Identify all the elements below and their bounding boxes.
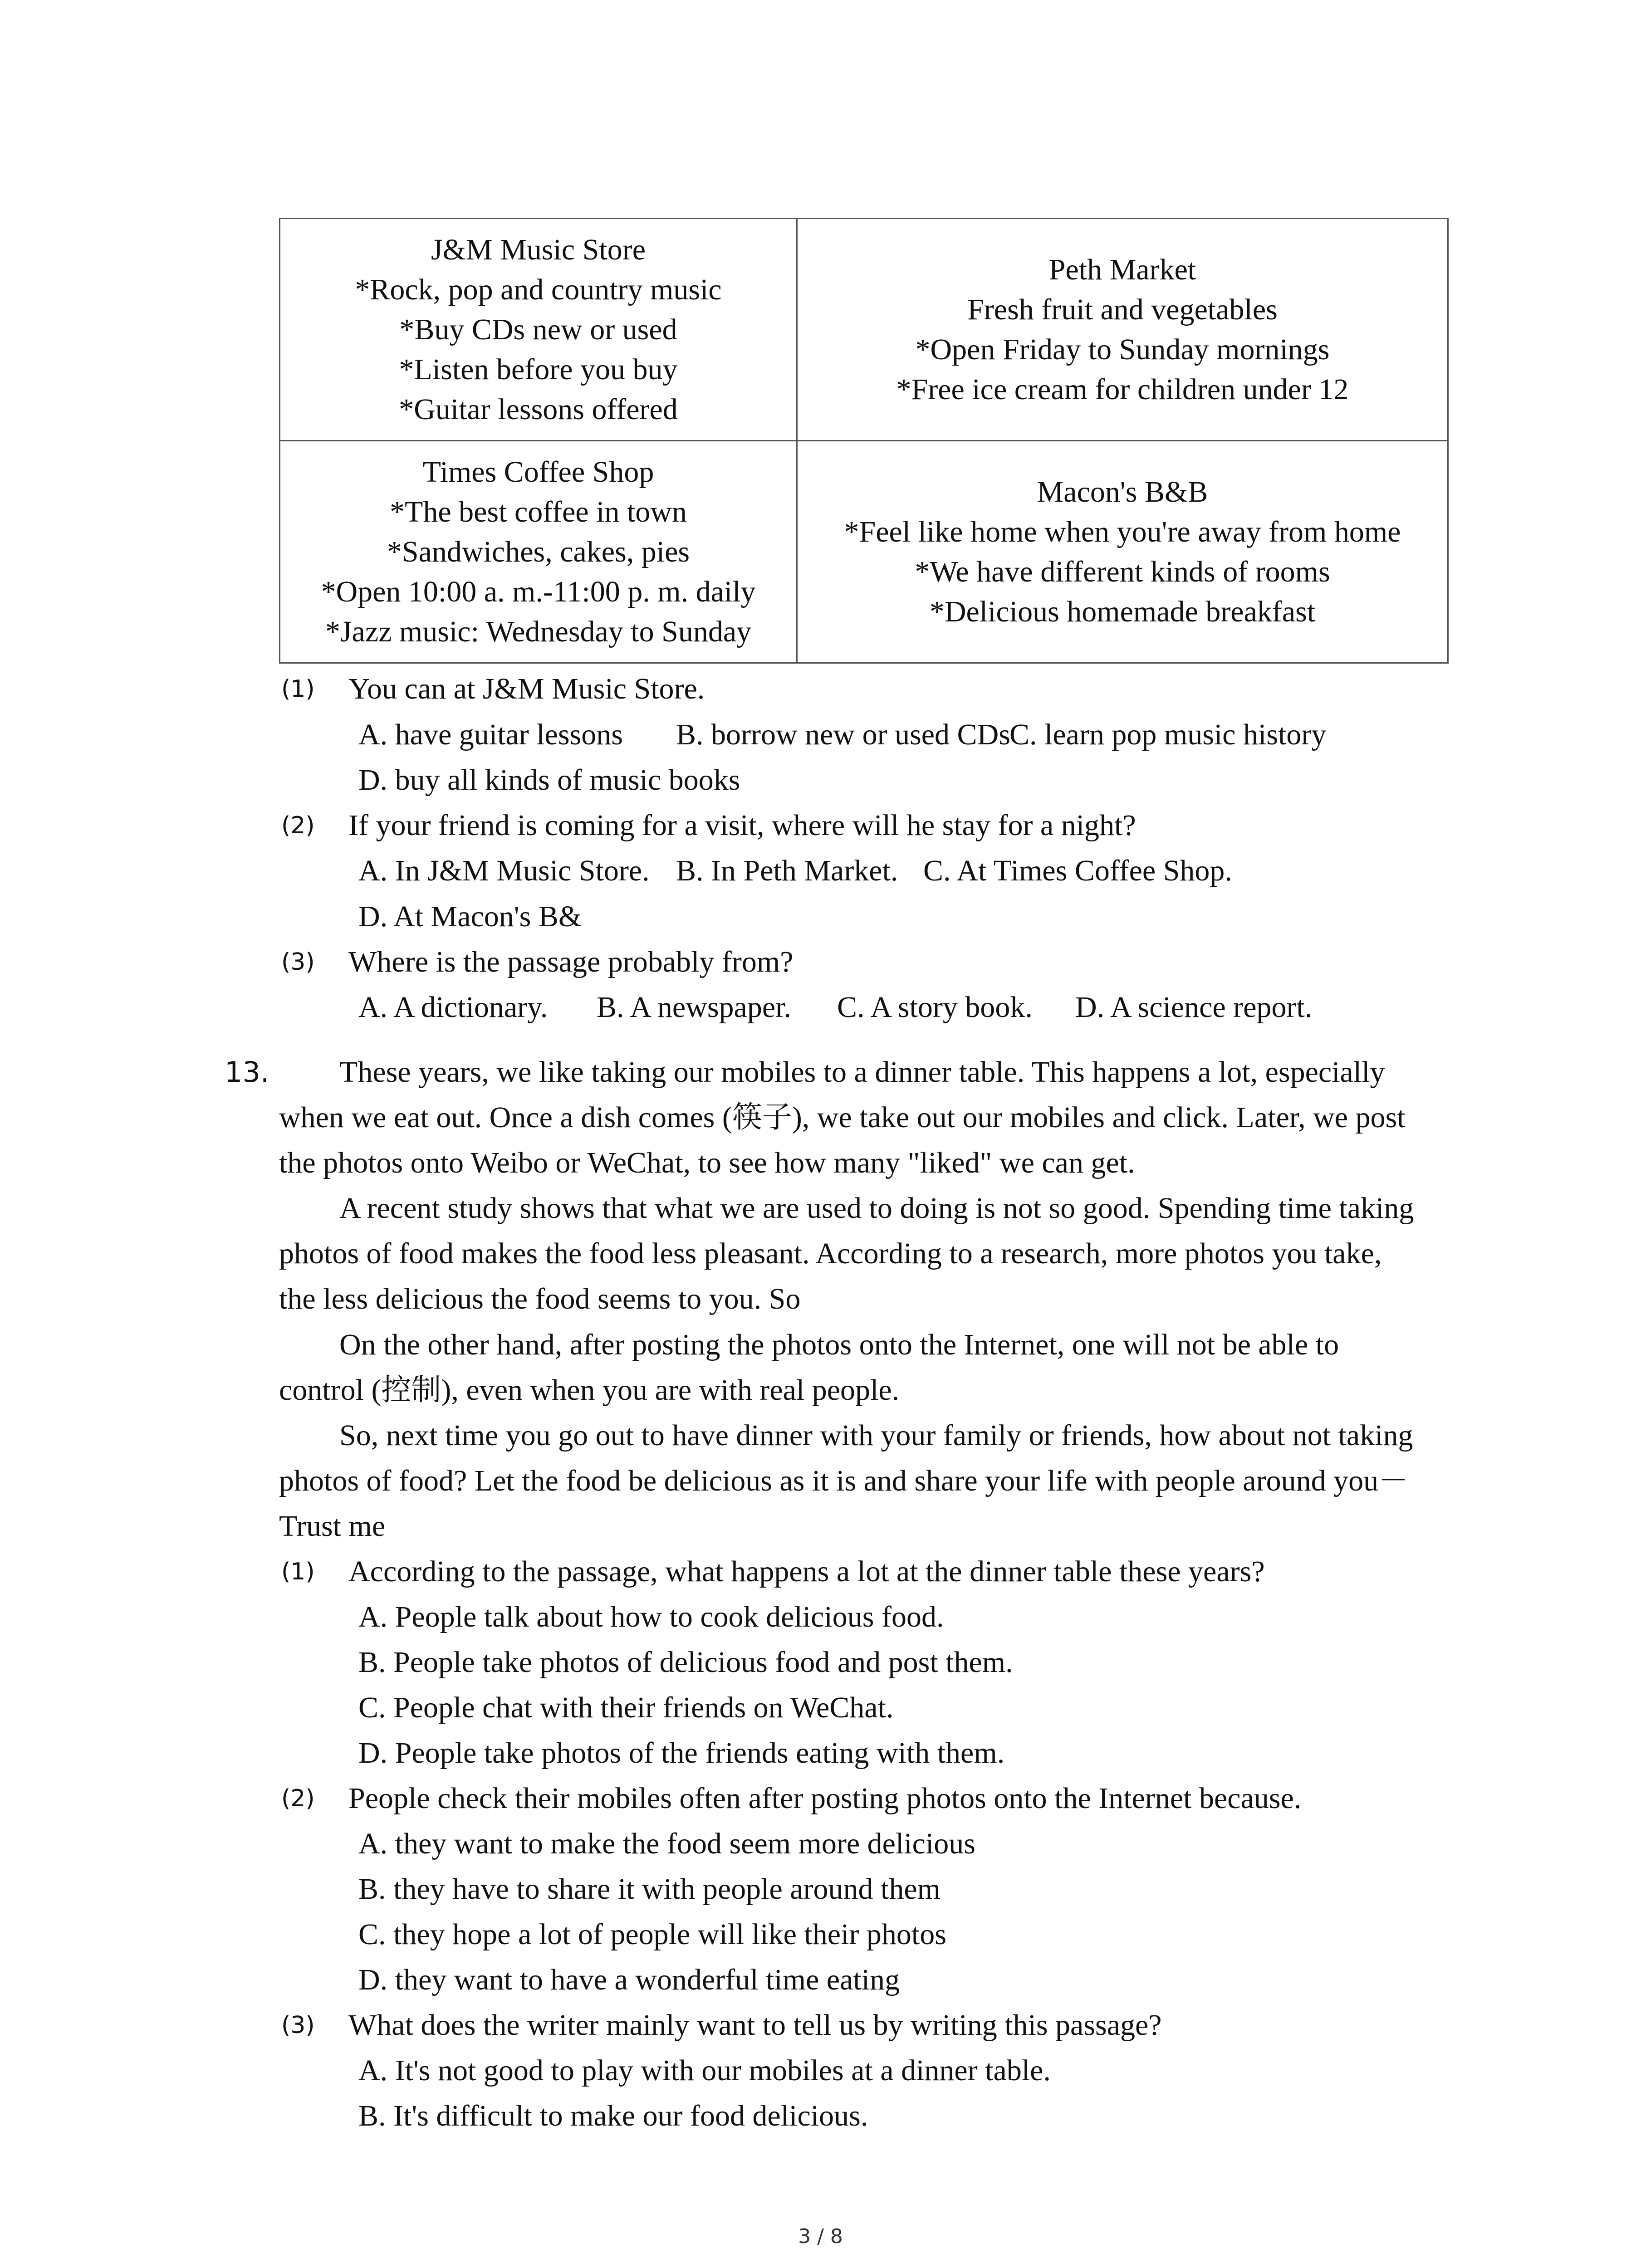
passage-line: control (控制), even when you are with real people. xyxy=(279,1374,900,1407)
option[interactable]: A. they want to make the food seem more delicious xyxy=(358,1827,975,1860)
option[interactable]: D. they want to have a wonderful time eating xyxy=(358,1963,900,1996)
passage-line: Trust me xyxy=(279,1510,386,1543)
ad-table xyxy=(279,218,1449,664)
question-number: (1) xyxy=(281,1558,315,1585)
question-number: (3) xyxy=(281,948,315,976)
option[interactable]: C. People chat with their friends on WeChat. xyxy=(358,1691,894,1724)
ad-title: Peth Market xyxy=(1048,253,1196,286)
question-number-13: 13. xyxy=(225,1056,269,1089)
option[interactable]: A. A dictionary. xyxy=(358,991,548,1024)
ad-line: *Jazz music: Wednesday to Sunday xyxy=(325,615,752,648)
ad-line: *Open 10:00 a. m.-11:00 p. m. daily xyxy=(321,575,756,608)
option[interactable]: B. It's difficult to make our food delicious. xyxy=(358,2099,868,2132)
ad-line: *Free ice cream for children under 12 xyxy=(896,372,1349,406)
passage-line: photos of food makes the food less pleasant. According to a research, more photos you take, xyxy=(279,1237,1382,1270)
option[interactable]: A. In J&M Music Store. xyxy=(358,854,650,887)
option[interactable]: D. buy all kinds of music books xyxy=(358,763,740,797)
ad-line: *Feel like home when you're away from home xyxy=(844,515,1401,548)
ad-line: *Open Friday to Sunday mornings xyxy=(915,332,1330,366)
option[interactable]: C. At Times Coffee Shop. xyxy=(923,854,1232,887)
option[interactable]: B. they have to share it with people around them xyxy=(358,1872,941,1906)
ad-times-coffee-shop xyxy=(280,441,797,663)
question-number: (1) xyxy=(281,675,315,703)
option[interactable]: C. A story book. xyxy=(837,991,1033,1024)
option[interactable]: B. A newspaper. xyxy=(597,991,791,1024)
question-stem: Where is the passage probably from? xyxy=(348,945,794,978)
option[interactable]: D. At Macon's B& xyxy=(358,900,582,933)
option[interactable]: C. learn pop music history xyxy=(1009,718,1327,751)
passage-line: photos of food? Let the food be delicious as it is and share your life with people around you－ xyxy=(279,1464,1409,1497)
question-number: (2) xyxy=(281,1785,315,1812)
option[interactable]: D. People take photos of the friends eating with them. xyxy=(358,1736,1005,1769)
ad-macons-bnb xyxy=(797,441,1448,663)
question-stem: According to the passage, what happens a lot at the dinner table these years? xyxy=(348,1555,1265,1588)
ad-line: *Guitar lessons offered xyxy=(399,392,678,426)
option[interactable]: A. People talk about how to cook delicious food. xyxy=(358,1600,944,1633)
option[interactable]: D. A science report. xyxy=(1075,991,1313,1024)
option[interactable]: C. they hope a lot of people will like their photos xyxy=(358,1918,946,1951)
question-number: (3) xyxy=(281,2012,315,2039)
question-number: (2) xyxy=(281,812,315,839)
page-number: 3 / 8 xyxy=(798,2225,843,2248)
ad-line: *Buy CDs new or used xyxy=(399,313,677,346)
ad-jm-music-store xyxy=(280,219,797,441)
option[interactable]: B. In Peth Market. xyxy=(676,854,898,887)
option[interactable]: A. It's not good to play with our mobiles at a dinner table. xyxy=(358,2054,1051,2087)
option[interactable]: B. borrow new or used CDs xyxy=(676,718,1010,751)
option[interactable]: B. People take photos of delicious food and post them. xyxy=(358,1646,1013,1679)
question-stem: If your friend is coming for a visit, where will he stay for a night? xyxy=(348,809,1136,842)
ad-title: Times Coffee Shop xyxy=(422,455,654,489)
ad-line: *Delicious homemade breakfast xyxy=(929,595,1316,628)
question-stem: You can at J&M Music Store. xyxy=(348,672,705,705)
ad-line: *Sandwiches, cakes, pies xyxy=(387,535,690,568)
ad-line: *Listen before you buy xyxy=(399,352,678,386)
passage-line: So, next time you go out to have dinner with your family or friends, how about not taking xyxy=(339,1419,1413,1452)
passage-line: the less delicious the food seems to you. So xyxy=(279,1282,801,1315)
ad-line: Fresh fruit and vegetables xyxy=(967,293,1278,326)
question-stem: People check their mobiles often after posting photos onto the Internet because. xyxy=(348,1782,1302,1815)
ad-line: *Rock, pop and country music xyxy=(355,273,722,306)
passage-line: On the other hand, after posting the photos onto the Internet, one will not be able to xyxy=(339,1328,1339,1361)
ad-title: J&M Music Store xyxy=(431,233,646,266)
ad-title: Macon's B&B xyxy=(1037,475,1208,508)
passage-line: the photos onto Weibo or WeChat, to see how many "liked" we can get. xyxy=(279,1146,1135,1179)
ad-peth-market xyxy=(797,219,1448,441)
ad-line: *The best coffee in town xyxy=(390,495,687,528)
passage-line: when we eat out. Once a dish comes (筷子), we take out our mobiles and click. Later, we post xyxy=(279,1101,1406,1134)
question-stem: What does the writer mainly want to tell us by writing this passage? xyxy=(348,2009,1162,2042)
passage-line: A recent study shows that what we are used to doing is not so good. Spending time taking xyxy=(339,1192,1414,1225)
ad-line: *We have different kinds of rooms xyxy=(915,555,1330,588)
option[interactable]: A. have guitar lessons xyxy=(358,718,623,751)
passage-line: These years, we like taking our mobiles to a dinner table. This happens a lot, especially xyxy=(339,1056,1385,1089)
